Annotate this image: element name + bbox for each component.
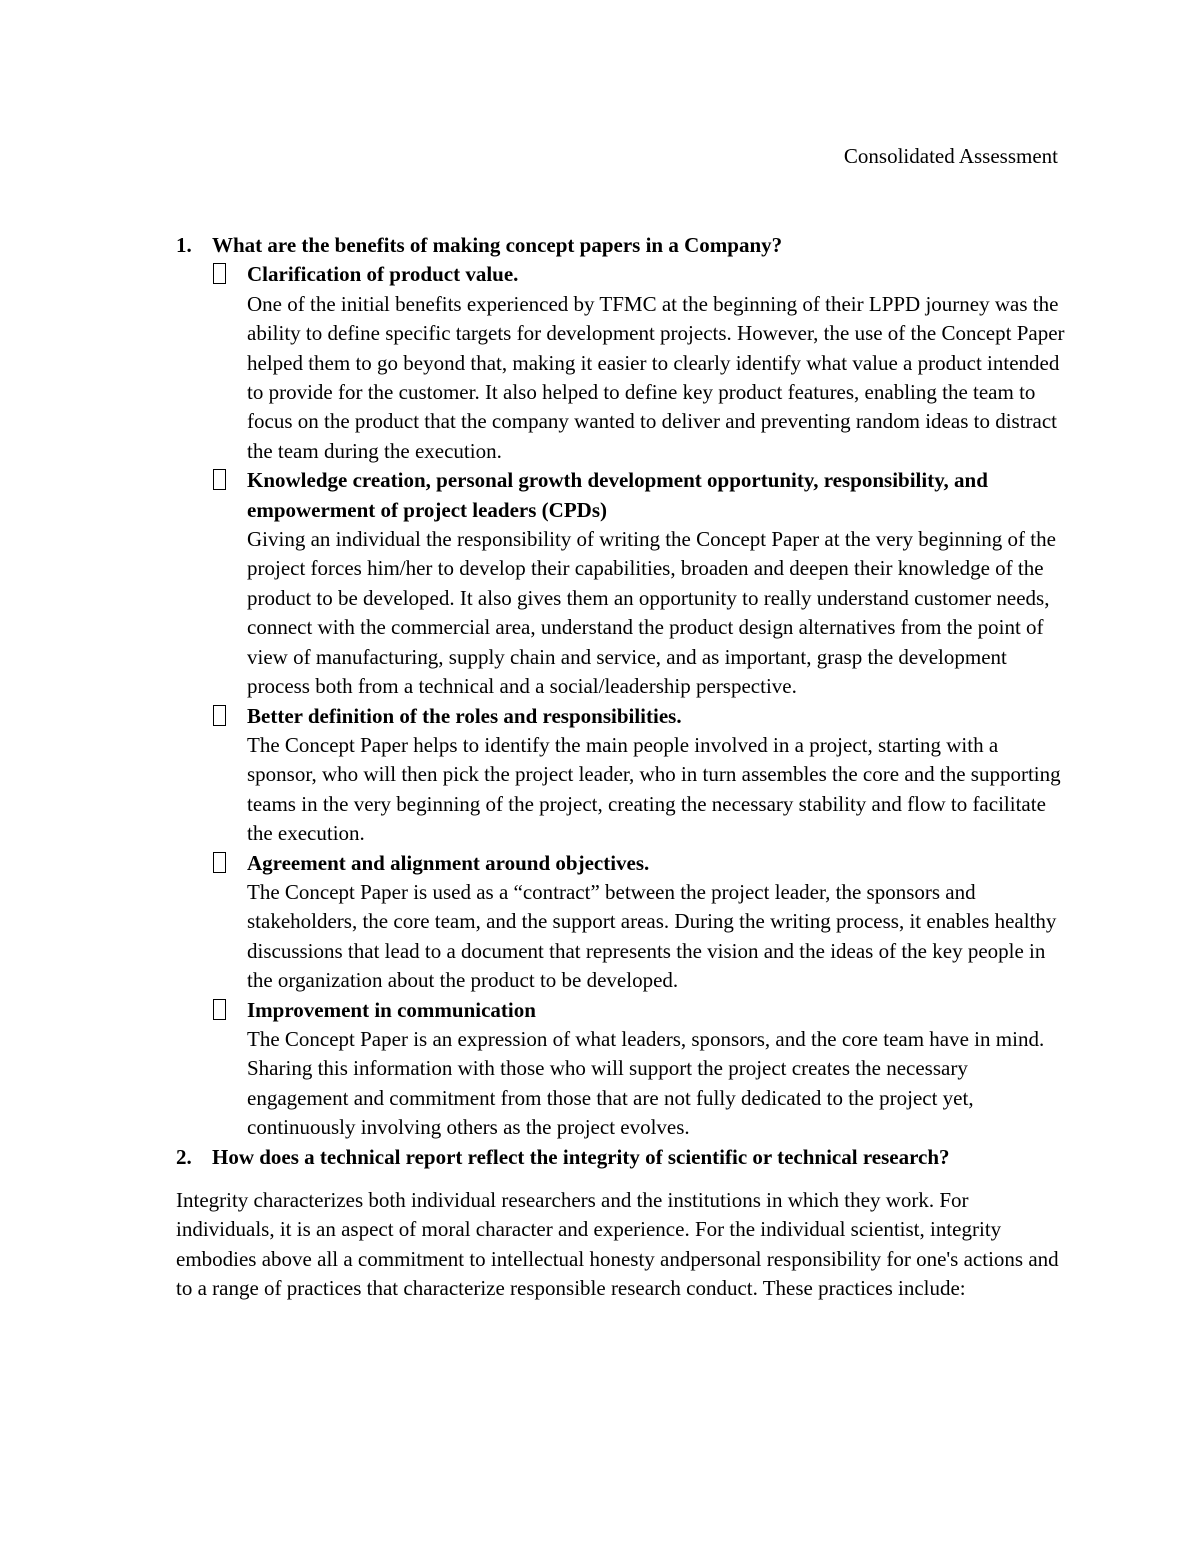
question-number: 1. xyxy=(176,233,192,257)
box-bullet-icon xyxy=(213,263,226,284)
benefit-body: The Concept Paper is used as a “contract” between the project leader, the sponsors and stakeholders, the core team, and the support areas. During the writing process, it enables healthy discussions that lead to a document that represents the vision and the ideas of the key people in the organization about the product to be developed. xyxy=(247,879,1057,993)
box-bullet-icon xyxy=(213,469,226,490)
document-body xyxy=(176,231,1066,1304)
benefit-item xyxy=(176,466,1066,701)
page-header: Consolidated Assessment xyxy=(843,144,1058,168)
benefit-item xyxy=(176,702,1066,849)
benefit-body: The Concept Paper is an expression of what leaders, sponsors, and the core team have in mind. Sharing this information with those who will support the project creates the necessary engagement and commitment from those that are not fully dedicated to the project yet, continuously involving others as the project evolves. xyxy=(247,1026,1045,1140)
question-2 xyxy=(176,1143,1066,1172)
benefit-title: Knowledge creation, personal growth development opportunity, responsibility, and empowerment of project leaders (CPDs) xyxy=(247,468,988,522)
benefit-body: Giving an individual the responsibility of writing the Concept Paper at the very beginning of the project forces him/her to develop their capabilities, broaden and deepen their knowledge of the product to be developed. It also gives them an opportunity to really understand customer needs, connect with the commercial area, understand the product design alternatives from the point of view of manufacturing, supply chain and service, and as important, grasp the development process both from a technical and a social/leadership perspective. xyxy=(247,527,1056,699)
box-bullet-icon xyxy=(213,705,226,726)
box-bullet-icon xyxy=(213,999,226,1020)
box-bullet-icon xyxy=(213,852,226,873)
benefit-body: One of the initial benefits experienced by TFMC at the beginning of their LPPD journey was the ability to define specific targets for development projects. However, the use of the Concept Paper helped them to go beyond that, making it easier to clearly identify what value a product intended to provide for the customer. It also helped to define key product features, enabling the team to focus on the product that the company wanted to deliver and preventing random ideas to distract the team during the execution. xyxy=(247,291,1065,463)
benefit-body: The Concept Paper helps to identify the main people involved in a project, starting with a sponsor, who will then pick the project leader, who in turn assembles the core and the supporting teams in the very beginning of the project, creating the necessary stability and flow to facilitate the execution. xyxy=(247,732,1061,846)
benefit-title: Clarification of product value. xyxy=(247,262,519,287)
answer-paragraph: Integrity characterizes both individual researchers and the institutions in which they work. For individuals, it is an aspect of moral character and experience. For the individual scientist, integrity embodies above all a commitment to intellectual honesty andpersonal responsibility for one's actions and to a range of practices that characterize responsible research conduct. These practices include: xyxy=(176,1188,1059,1301)
benefit-title: Improvement in communication xyxy=(247,997,536,1022)
benefit-item xyxy=(176,260,1066,466)
question-text: What are the benefits of making concept papers in a Company? xyxy=(212,233,783,257)
benefit-title: Agreement and alignment around objectives. xyxy=(247,850,650,875)
question-text: How does a technical report reflect the integrity of scientific or technical research? xyxy=(212,1144,950,1169)
benefit-item xyxy=(176,849,1066,996)
benefit-item xyxy=(176,996,1066,1143)
benefit-title: Better definition of the roles and responsibilities. xyxy=(247,703,682,728)
question-number: 2. xyxy=(176,1144,192,1169)
question-1 xyxy=(176,231,1066,260)
